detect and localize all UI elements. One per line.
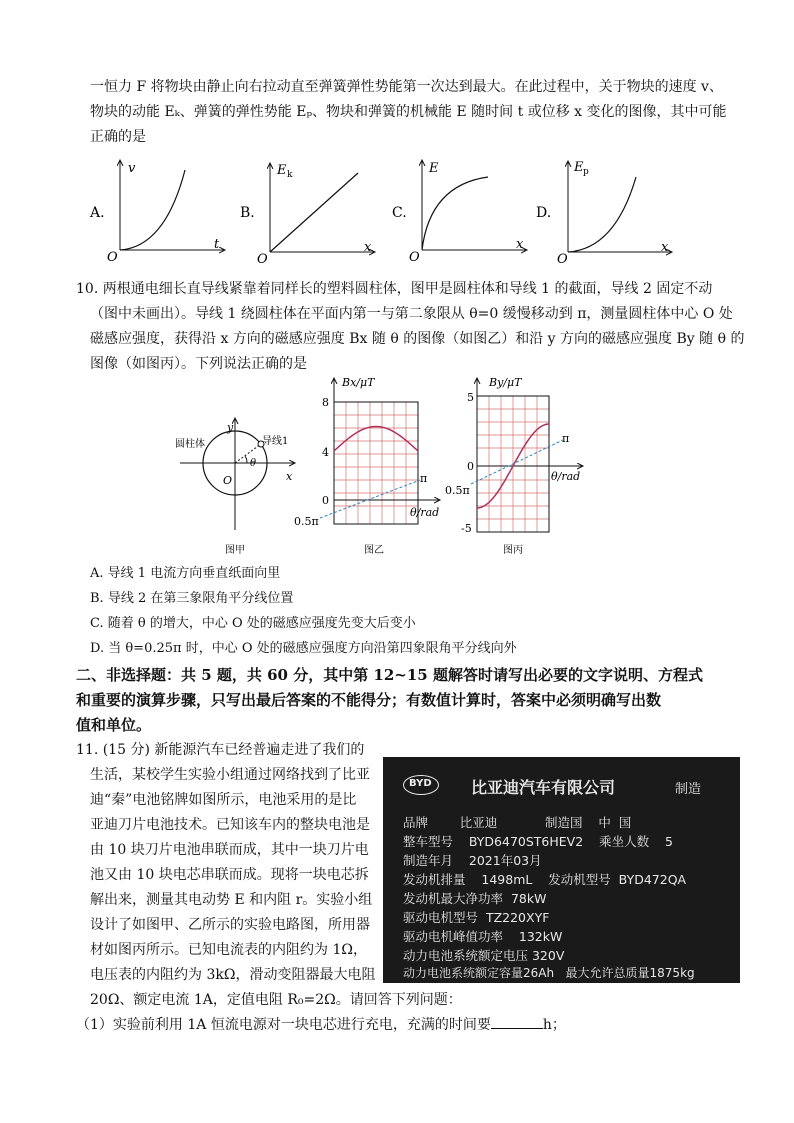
q10-option-c: C. 随着 θ 的增大，中心 O 处的磁感应强度先变大后变小	[90, 616, 416, 631]
graph-b-xlabel: x	[364, 240, 372, 255]
q11-line-8: 设计了如图甲、乙所示的实验电路图，所用器	[90, 917, 370, 933]
fig-jia-x: x	[286, 470, 293, 483]
graph-b	[240, 163, 375, 267]
intro-line-3: 正确的是	[90, 129, 146, 145]
graph-a-letter: A.	[90, 205, 105, 221]
graph-d-ysub: p	[583, 167, 589, 177]
q10-option-d: D. 当 θ=0.25π 时，中心 O 处的磁感应强度方向沿第四象限角平分线向外	[90, 641, 517, 656]
graph-c-origin: O	[409, 250, 420, 265]
answer-blank[interactable]	[491, 1014, 543, 1029]
fig-yi-curve	[334, 427, 418, 452]
q11-sub1-suffix: h；	[542, 1017, 566, 1033]
graph-b-origin: O	[257, 252, 268, 267]
nameplate-row-7: 驱动电机峰值功率 132kW	[403, 929, 563, 944]
graph-c-curve	[422, 177, 488, 250]
fig-bing-tick-5: 5	[467, 391, 474, 404]
q11-line-9: 材如图丙所示。已知电流表的内阻约为 1Ω，	[90, 942, 367, 958]
graph-a-ylabel: v	[128, 161, 136, 176]
fig-yi-caption: 图乙	[364, 545, 384, 556]
intro-line-2: 物块的动能 Eₖ、弹簧的弹性势能 Eₚ、物块和弹簧的机械能 E 随时间 t 或位移 x 变化的图像，其中可能	[90, 104, 727, 120]
graph-b-ylabel: E	[277, 163, 287, 178]
graph-c-xlabel: x	[516, 237, 524, 252]
fig-bing-xlabel: θ/rad	[551, 470, 581, 483]
nameplate-row-3: 制造年月 2021年03月	[403, 853, 542, 868]
graph-d	[536, 160, 672, 267]
q10-line-2: （图中未画出）。导线 1 绕圆柱体在平面内第一与第二象限从 θ=0 缓慢移动到 π，测量圆柱体中心 O 处	[90, 306, 733, 322]
figure-jia	[175, 410, 305, 560]
nameplate-row-6: 驱动电机型号 TZ220XYF	[403, 910, 550, 925]
graph-b-line	[270, 173, 358, 252]
nameplate-row-5: 发动机最大净功率 78kW	[403, 891, 547, 906]
q11-line-3: 迪“秦”电池铭牌如图所示，电池采用的是比	[90, 792, 357, 808]
section2-line-2: 和重要的演算步骤，只写出最后答案的不能得分；有数值计算时，答案中必须明确写出数	[76, 691, 662, 709]
graph-d-letter: D.	[536, 205, 552, 221]
fig-jia-angle: θ	[250, 458, 257, 469]
fig-jia-caption: 图甲	[225, 545, 245, 556]
fig-yi-tick-0: 0	[322, 494, 329, 507]
q10-option-b: B. 导线 2 在第三象限角平分线位置	[90, 591, 294, 606]
fig-yi-xlabel: θ/rad	[410, 506, 440, 519]
graph-c-letter: C.	[392, 205, 407, 221]
nameplate-company: 比亚迪汽车有限公司	[471, 778, 616, 797]
graph-b-ysub: k	[287, 170, 293, 180]
nameplate-row-1: 品牌 比亚迪 制造国 中 国	[403, 815, 632, 830]
graph-a-curve	[120, 170, 185, 250]
fig-bing-ylabel: By/μT	[489, 376, 522, 389]
q11-line-1: 11. (15 分) 新能源汽车已经普遍走进了我们的	[76, 742, 365, 758]
fig-jia-wire-label: 导线1	[262, 436, 289, 447]
graph-d-origin: O	[557, 252, 568, 267]
fig-bing-tick-neg5: -5	[461, 522, 472, 535]
q11-line-10: 电压表的内阻约为 3kΩ，滑动变阻器最大电阻	[90, 967, 376, 983]
nameplate-row-2: 整车型号 BYD6470ST6HEV2 乘坐人数 5	[403, 834, 673, 849]
fig-yi-left-label: 0.5π	[294, 515, 319, 528]
graph-a-xlabel: t	[214, 237, 220, 252]
nameplate-row-4: 发动机排量 1498mL 发动机型号 BYD472QA	[403, 872, 687, 887]
graph-c-ylabel: E	[429, 161, 439, 176]
battery-nameplate	[383, 757, 740, 983]
fig-bing-tick-0: 0	[467, 460, 474, 473]
q10-option-a: A. 导线 1 电流方向垂直纸面向里	[90, 566, 281, 581]
nameplate-row-8: 动力电池系统额定电压 320V	[403, 948, 565, 963]
figure-yi	[290, 372, 470, 560]
fig-jia-cylinder-label: 圆柱体	[175, 439, 205, 450]
fig-bing-left-label: 0.5π	[445, 484, 470, 497]
q11-line-2: 生活，某校学生实验小组通过网络找到了比亚	[90, 767, 370, 783]
q10-line-1: 10. 两根通电细长直导线紧靠着同样长的塑料圆柱体，图甲是圆柱体和导线 1 的截面，导线 2 固定不动	[76, 281, 713, 297]
byd-logo	[403, 775, 439, 795]
section2-line-1: 二、非选择题：共 5 题，共 60 分，其中第 12~15 题解答时请写出必要的文字说明、方程式	[76, 666, 703, 684]
graph-a	[89, 160, 225, 265]
fig-jia-origin: O	[223, 474, 233, 487]
q10-line-4: 图像（如图丙）。下列说法正确的是	[90, 356, 307, 372]
fig-yi-ylabel: Bx/μT	[342, 376, 375, 389]
q11-line-5: 由 10 块刀片电池串联而成，其中一块刀片电	[90, 842, 369, 858]
graph-b-letter: B.	[240, 205, 255, 221]
fig-yi-tick-4: 4	[322, 446, 329, 459]
fig-jia-y: y	[227, 421, 234, 434]
fig-bing-right-label: π	[562, 432, 570, 445]
intro-line-1: 一恒力 F 将物块由静止向右拉动直至弹簧弹性势能第一次达到最大。在此过程中，关于物块的速度 v、	[90, 79, 723, 95]
graph-a-origin: O	[107, 250, 118, 265]
fig-yi-grid	[334, 402, 418, 524]
section2-line-3: 值和单位。	[76, 716, 152, 734]
q11-line-6: 池又由 10 块电芯串联而成。现将一块电芯拆	[90, 867, 369, 883]
graph-d-ylabel: E	[574, 160, 584, 175]
byd-logo-text: BYD	[409, 778, 432, 789]
graph-d-curve	[568, 177, 636, 252]
fig-yi-tick-8: 8	[322, 396, 329, 409]
nameplate-made: 制造	[675, 782, 702, 797]
q11-line-7: 解出来，测量其电动势 E 和内阻 r。实验小组	[90, 892, 373, 908]
nameplate-row-9: 动力电池系统额定容量26Ah 最大允许总质量1875kg	[403, 966, 695, 980]
option-graphs	[80, 155, 720, 267]
q10-line-3: 磁感应强度，获得沿 x 方向的磁感应强度 Bx 随 θ 的图像（如图乙）和沿 y 方向的磁感应强度 By 随 θ 的	[90, 331, 745, 347]
fig-bing-caption: 图丙	[503, 545, 523, 556]
graph-c	[392, 160, 527, 265]
graph-d-xlabel: x	[661, 240, 669, 255]
q11-last-line: 20Ω、额定电流 1A，定值电阻 R₀=2Ω。请回答下列问题：	[90, 992, 462, 1008]
q11-line-4: 亚迪刀片电池技术。已知该车内的整块电池是	[90, 817, 370, 833]
fig-yi-right-label: π	[420, 472, 428, 485]
q11-sub1-prefix: （1）实验前利用 1A 恒流电源对一块电芯进行充电，充满的时间要	[76, 1017, 491, 1033]
figure-bing	[445, 372, 595, 560]
q11-sub1	[76, 1014, 566, 1036]
